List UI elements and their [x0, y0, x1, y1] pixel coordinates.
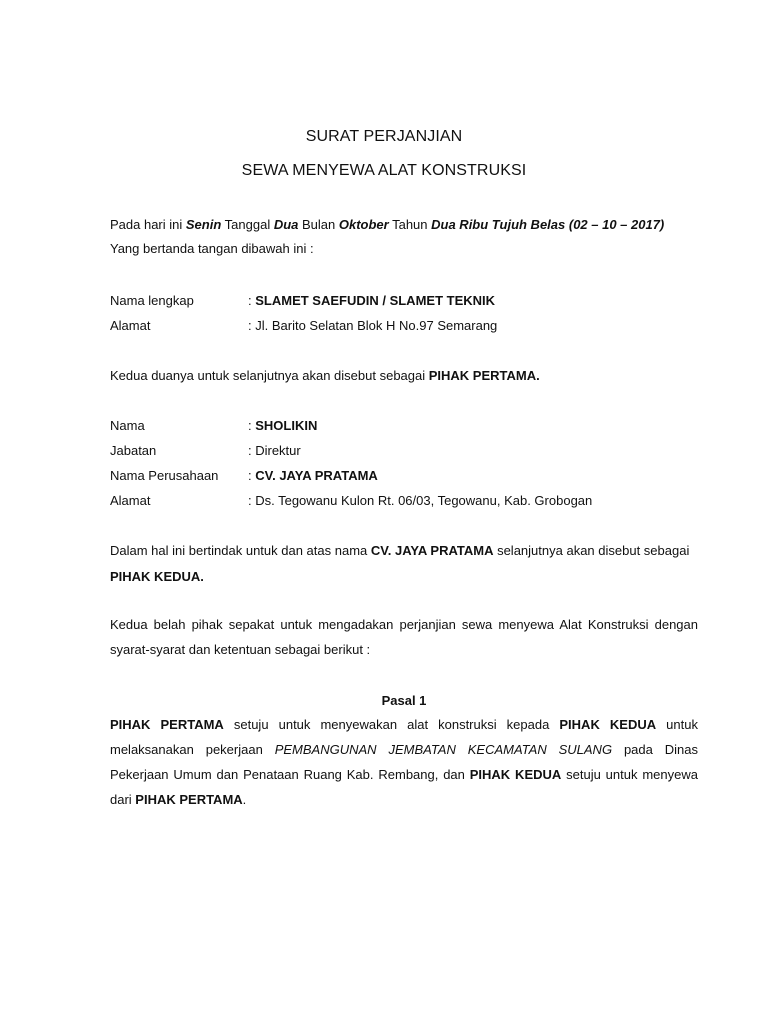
intro-year: Dua Ribu Tujuh Belas (02 – 10 – 2017) — [431, 217, 665, 232]
party1-address-label: Alamat — [110, 318, 151, 333]
party2-company-label: Nama Perusahaan — [110, 468, 219, 483]
party2-address-value: : Ds. Tegowanu Kulon Rt. 06/03, Tegowanu, Kab. Grobogan — [248, 493, 593, 508]
pasal-1-heading: Pasal 1 — [381, 693, 427, 708]
intro-signatories-line: Yang bertanda tangan dibawah ini : — [110, 241, 314, 256]
party2-company-value: : CV. JAYA PRATAMA — [248, 468, 378, 483]
party2-address-label: Alamat — [110, 493, 151, 508]
party2-name-value: : SHOLIKIN — [248, 418, 318, 433]
pasal-1-paragraph: PIHAK PERTAMA setuju untuk menyewakan alat konstruksi kepada PIHAK KEDUA untuk melaksanakan pekerjaan PEMBANGUNAN JEMBATAN KECAMATAN SULANG pada Dinas Pekerjaan Umum dan Penataan Ruang Kab. Rembang, dan PIHAK KEDUA setuju untuk menyewa dari PIHAK PERTAMA. — [110, 717, 698, 807]
party2-position-value: : Direktur — [248, 443, 301, 458]
document-title: SURAT PERJANJIAN — [305, 128, 463, 145]
party1-designation: Kedua duanya untuk selanjutnya akan disebut sebagai PIHAK PERTAMA. — [110, 368, 540, 383]
party1-name-label: Nama lengkap — [110, 293, 194, 308]
party2-designation-line2: PIHAK KEDUA. — [110, 569, 204, 584]
party2-name-label: Nama — [110, 418, 145, 433]
party2-designation-line1: Dalam hal ini bertindak untuk dan atas nama CV. JAYA PRATAMA selanjutnya akan disebut sebagai — [110, 543, 690, 558]
agreement-paragraph: Kedua belah pihak sepakat untuk mengadakan perjanjian sewa menyewa Alat Konstruksi dengan syarat-syarat dan ketentuan sebagai berikut : — [110, 617, 698, 657]
party1-address-value: : Jl. Barito Selatan Blok H No.97 Semarang — [248, 318, 498, 333]
intro-day: Senin — [185, 217, 222, 232]
intro-month: Oktober — [338, 217, 389, 232]
party2-position-label: Jabatan — [110, 443, 157, 458]
document-subtitle: SEWA MENYEWA ALAT KONSTRUKSI — [241, 162, 527, 179]
intro-date: Dua — [273, 217, 299, 232]
party1-name-value: : SLAMET SAEFUDIN / SLAMET TEKNIK — [248, 293, 496, 308]
intro-date-line: Pada hari ini Senin Tanggal Dua Bulan Oktober Tahun Dua Ribu Tujuh Belas (02 – 10 – 2017) — [110, 217, 665, 232]
